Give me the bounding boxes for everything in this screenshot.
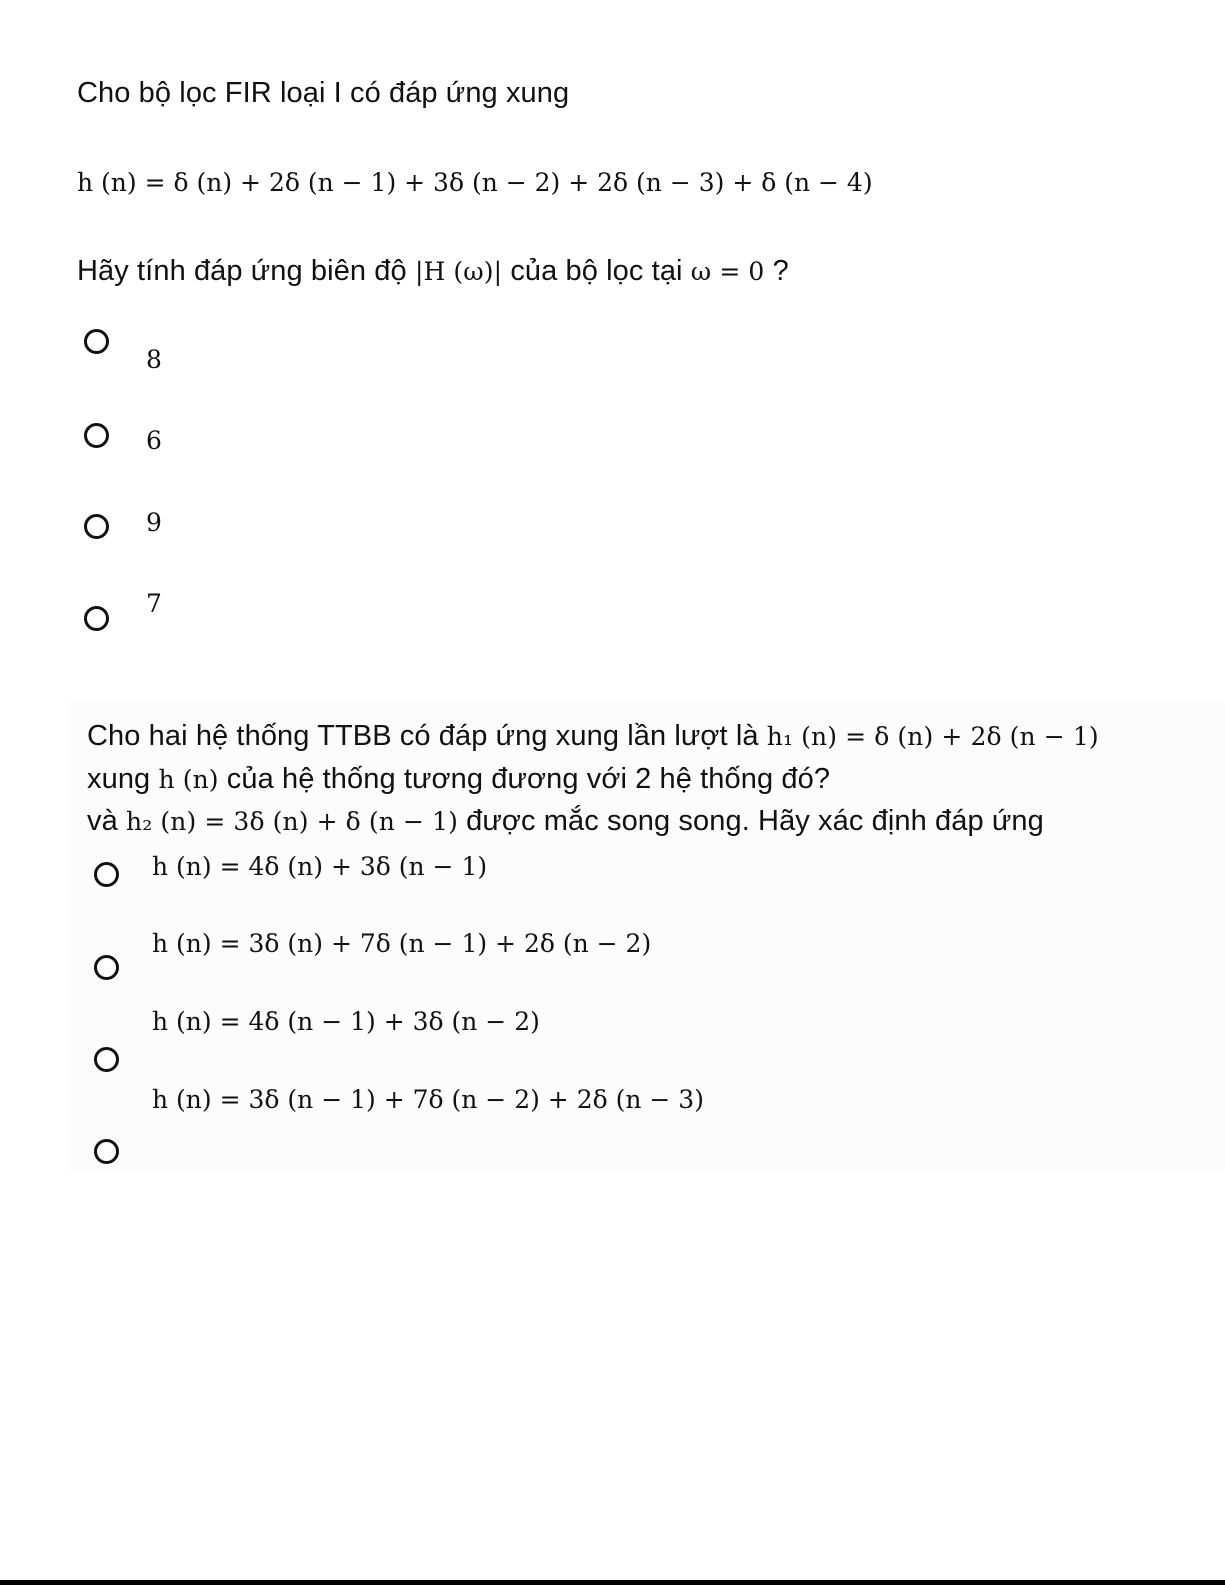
q1-ask-math2: ω = 0	[690, 257, 765, 286]
q2-option-2-label[interactable]: h (n) = 3δ (n) + 7δ (n − 1) + 2δ (n − 2)	[152, 929, 652, 958]
q2-line2-prefix: xung	[87, 763, 151, 795]
q1-ask-prefix: Hãy tính đáp ứng biên độ	[77, 255, 407, 287]
q1-option-4-radio[interactable]	[84, 606, 109, 631]
q1-ask-middle: của bộ lọc tại	[510, 255, 683, 287]
q2-line3-math: h₂ (n) = 3δ (n) + δ (n − 1)	[126, 807, 458, 836]
q2-option-2-radio[interactable]	[94, 955, 119, 980]
bottom-border	[0, 1580, 1225, 1585]
q1-ask-math: |H (ω)|	[414, 257, 503, 286]
q2-option-4-radio[interactable]	[94, 1139, 119, 1164]
q1-option-3-label[interactable]: 9	[146, 508, 162, 537]
q2-option-3-radio[interactable]	[94, 1047, 119, 1072]
q2-line3-suffix: được mắc song song. Hãy xác định đáp ứng	[466, 805, 1044, 837]
q2-line2-suffix: của hệ thống tương đương với 2 hệ thống đó?	[226, 763, 831, 795]
q1-question	[77, 255, 789, 288]
q1-ask-suffix: ?	[772, 255, 789, 287]
q2-line1-text: Cho hai hệ thống TTBB có đáp ứng xung lần lượt là	[87, 720, 759, 752]
q2-line2-math: h (n)	[158, 765, 219, 794]
q2-option-1-label[interactable]: h (n) = 4δ (n) + 3δ (n − 1)	[152, 852, 488, 881]
q2-line1-math: h₁ (n) = δ (n) + 2δ (n − 1)	[766, 722, 1099, 751]
q2-option-4-label[interactable]: h (n) = 3δ (n − 1) + 7δ (n − 2) + 2δ (n − 3)	[152, 1085, 704, 1114]
q2-option-3-label[interactable]: h (n) = 4δ (n − 1) + 3δ (n − 2)	[152, 1007, 540, 1036]
q2-line-3	[87, 805, 1044, 838]
q1-option-2-radio[interactable]	[84, 423, 109, 448]
q1-option-2-label[interactable]: 6	[146, 426, 162, 455]
q2-line3-prefix: và	[87, 805, 118, 837]
q2-option-1-radio[interactable]	[94, 862, 119, 887]
q1-option-1-label[interactable]: 8	[146, 345, 162, 374]
q1-option-3-radio[interactable]	[84, 514, 109, 539]
q2-line-2	[87, 763, 830, 796]
q1-option-1-radio[interactable]	[84, 329, 109, 354]
q1-equation: h (n) = δ (n) + 2δ (n − 1) + 3δ (n − 2) + 2δ (n − 3) + δ (n − 4)	[77, 168, 873, 197]
q1-option-4-label[interactable]: 7	[146, 589, 162, 618]
q2-line-1	[87, 720, 1099, 753]
q1-intro: Cho bộ lọc FIR loại I có đáp ứng xung	[77, 77, 570, 109]
